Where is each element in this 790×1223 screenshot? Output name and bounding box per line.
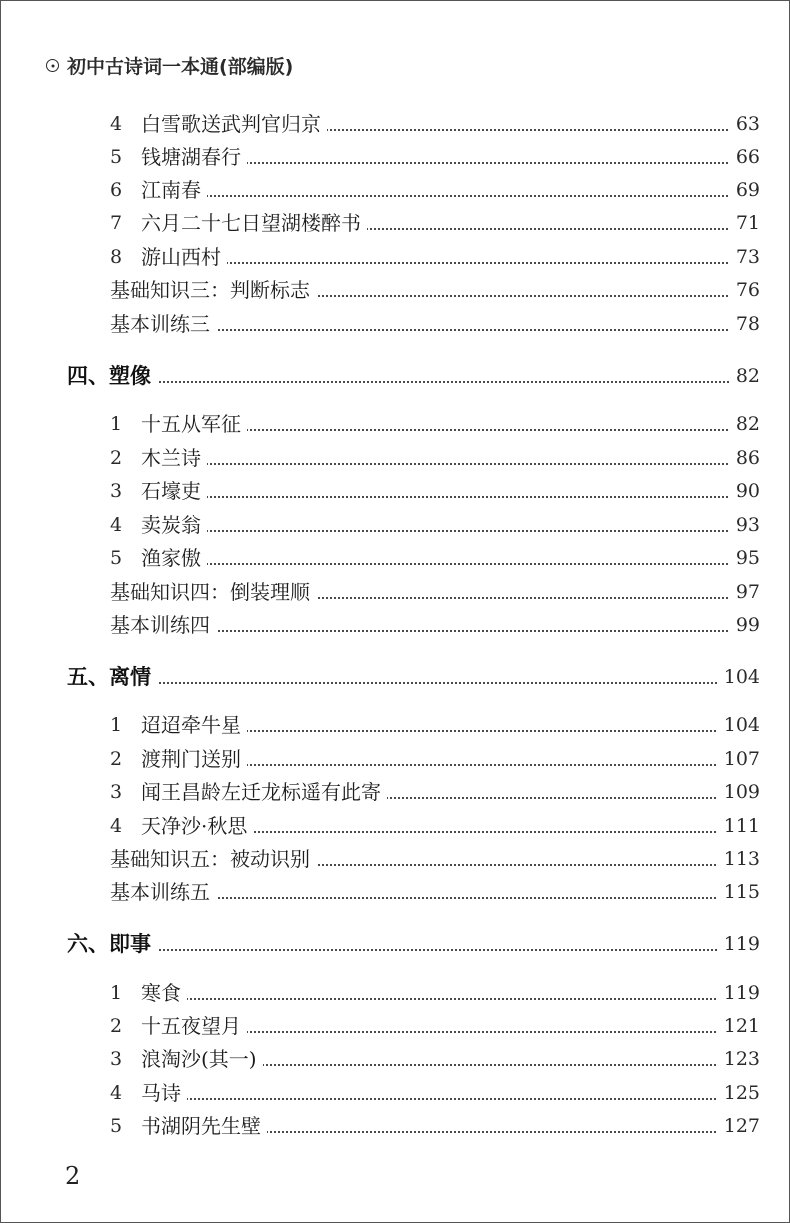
entry-page: 78 (730, 309, 760, 339)
entry-number: 6 (110, 179, 123, 201)
entry-number: 5 (110, 547, 123, 569)
book-title: 初中古诗词一本通(部编版) (67, 56, 294, 78)
entry-title: 迢迢牵牛星 (141, 710, 247, 740)
entry-number: 5 (110, 146, 123, 168)
entry-number: 8 (110, 246, 123, 268)
entry-number: 2 (110, 447, 123, 469)
toc-entry[interactable] (0, 142, 790, 172)
entry-page: 127 (718, 1111, 760, 1141)
entry-page: 76 (730, 275, 760, 305)
entry-page: 111 (718, 811, 760, 841)
entry-title: 白雪歌送武判官归京 (141, 109, 327, 139)
toc-section-heading[interactable] (0, 662, 790, 692)
toc-entry[interactable] (0, 175, 790, 205)
toc-practice-entry[interactable] (0, 309, 790, 339)
entry-number: 4 (110, 1082, 123, 1104)
entry-page: 123 (718, 1044, 760, 1074)
entry-page: 69 (730, 175, 760, 205)
dot-leader (150, 630, 732, 632)
toc-knowledge-entry[interactable] (0, 844, 790, 874)
entry-page: 71 (730, 208, 760, 238)
entry-number: 5 (110, 1115, 123, 1137)
entry-page: 113 (718, 844, 760, 874)
entry-page: 66 (730, 142, 760, 172)
entry-title: 木兰诗 (141, 443, 207, 473)
entry-title: 马诗 (141, 1078, 187, 1108)
entry-title: 闻王昌龄左迁龙标遥有此寄 (141, 777, 387, 807)
entry-page: 63 (730, 109, 760, 139)
toc-entry[interactable] (0, 242, 790, 272)
entry-number: 3 (110, 480, 123, 502)
entry-title: 基础知识三：判断标志 (110, 275, 316, 305)
entry-number: 4 (110, 514, 123, 536)
entry-page: 86 (730, 443, 760, 473)
section-title: 四、塑像 (67, 361, 159, 391)
entry-title: 寒食 (141, 978, 187, 1008)
entry-number: 2 (110, 1015, 123, 1037)
entry-page: 93 (730, 510, 760, 540)
entry-number: 7 (110, 212, 123, 234)
entry-page: 119 (718, 978, 760, 1008)
entry-page: 121 (718, 1011, 760, 1041)
toc-entry[interactable] (0, 710, 790, 740)
dot-leader (100, 381, 732, 383)
entry-page: 104 (718, 710, 760, 740)
entry-title: 基本训练四 (110, 610, 216, 640)
dot-leader (150, 195, 732, 197)
entry-number: 2 (110, 748, 123, 770)
entry-title: 十五夜望月 (141, 1011, 247, 1041)
entry-title: 浪淘沙(其一) (141, 1044, 263, 1074)
entry-page: 82 (730, 409, 760, 439)
dot-leader (150, 262, 732, 264)
entry-page: 95 (730, 543, 760, 573)
entry-page: 99 (730, 610, 760, 640)
dot-leader (150, 530, 732, 532)
dot-leader (150, 496, 732, 498)
entry-title: 十五从军征 (141, 409, 247, 439)
entry-number: 1 (110, 413, 123, 435)
toc-entry[interactable] (0, 1011, 790, 1041)
entry-title: 游山西村 (141, 242, 227, 272)
toc-entry[interactable] (0, 744, 790, 774)
entry-page: 73 (730, 242, 760, 272)
entry-title: 基本训练五 (110, 877, 216, 907)
section-title: 六、即事 (67, 929, 159, 959)
entry-title: 石壕吏 (141, 476, 207, 506)
entry-title: 书湖阴先生壁 (141, 1111, 267, 1141)
dot-leader (150, 563, 732, 565)
toc-entry[interactable] (0, 208, 790, 238)
entry-title: 渔家傲 (141, 543, 207, 573)
entry-title: 卖炭翁 (141, 510, 207, 540)
entry-title: 天净沙·秋思 (141, 811, 253, 841)
toc-entry[interactable] (0, 510, 790, 540)
toc-section-heading[interactable] (0, 361, 790, 391)
toc-entry[interactable] (0, 409, 790, 439)
dot-leader (150, 463, 732, 465)
entry-number: 1 (110, 982, 123, 1004)
dot-leader (150, 329, 732, 331)
section-title: 五、离情 (67, 662, 159, 692)
toc-entry[interactable] (0, 777, 790, 807)
dot-leader (100, 682, 732, 684)
dot-leader (100, 949, 732, 951)
entry-number: 4 (110, 113, 123, 135)
toc-practice-entry[interactable] (0, 877, 790, 907)
entry-number: 4 (110, 815, 123, 837)
entry-page: 97 (730, 577, 760, 607)
toc-entry[interactable] (0, 443, 790, 473)
section-page: 119 (718, 929, 760, 959)
entry-number: 3 (110, 781, 123, 803)
section-page: 104 (718, 662, 760, 692)
entry-page: 125 (718, 1078, 760, 1108)
dot-leader (150, 1098, 732, 1100)
toc-entry[interactable] (0, 1078, 790, 1108)
toc-section-heading[interactable] (0, 929, 790, 959)
toc-knowledge-entry[interactable] (0, 577, 790, 607)
circle-dot-icon (46, 59, 59, 72)
toc-entry[interactable] (0, 109, 790, 139)
toc-practice-entry[interactable] (0, 610, 790, 640)
toc-entry[interactable] (0, 978, 790, 1008)
page-number: 2 (65, 1162, 81, 1190)
toc-entry[interactable] (0, 1111, 790, 1141)
entry-title: 江南春 (141, 175, 207, 205)
entry-title: 基础知识五：被动识别 (110, 844, 316, 874)
dot-leader (150, 897, 732, 899)
running-header (46, 52, 293, 79)
toc-entry[interactable] (0, 811, 790, 841)
section-page: 82 (730, 361, 760, 391)
entry-page: 109 (718, 777, 760, 807)
toc-entry[interactable] (0, 1044, 790, 1074)
entry-page: 90 (730, 476, 760, 506)
toc-entry[interactable] (0, 543, 790, 573)
entry-number: 1 (110, 714, 123, 736)
entry-title: 渡荆门送别 (141, 744, 247, 774)
entry-number: 3 (110, 1048, 123, 1070)
entry-title: 钱塘湖春行 (141, 142, 247, 172)
toc-entry[interactable] (0, 476, 790, 506)
entry-title: 基础知识四：倒装理顺 (110, 577, 316, 607)
entry-page: 115 (718, 877, 760, 907)
entry-title: 基本训练三 (110, 309, 216, 339)
dot-leader (150, 998, 732, 1000)
entry-title: 六月二十七日望湖楼醉书 (141, 208, 367, 238)
entry-page: 107 (718, 744, 760, 774)
toc-knowledge-entry[interactable] (0, 275, 790, 305)
